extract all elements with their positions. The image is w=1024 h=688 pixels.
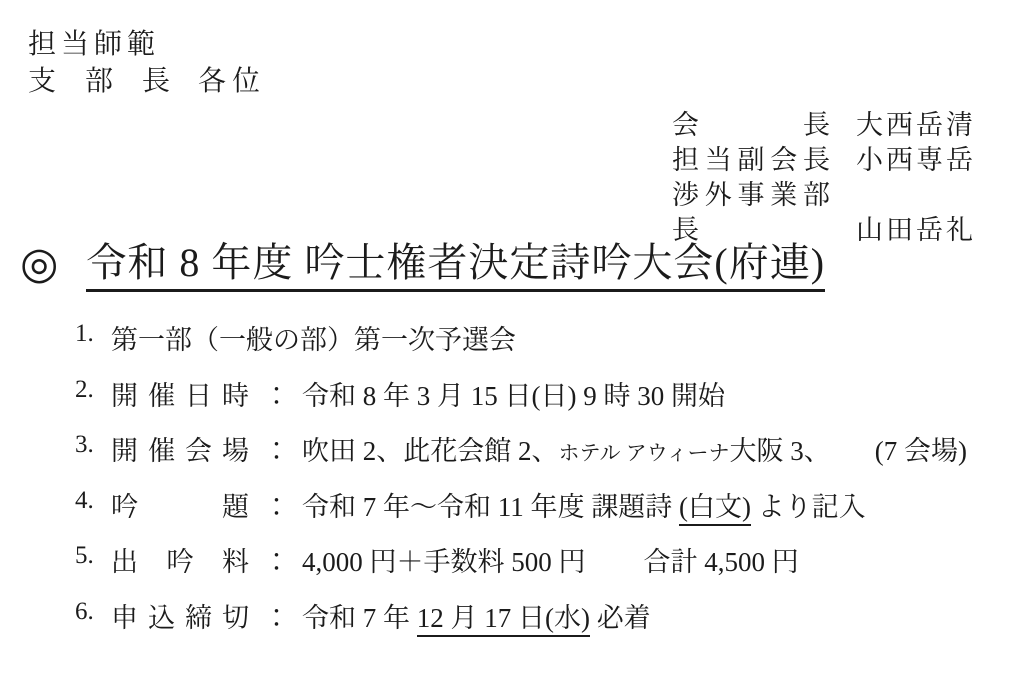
item-label: 開催日時: [111, 380, 249, 411]
recipient-role: 支部長: [28, 66, 170, 97]
item-text: より記入: [750, 491, 866, 522]
underlined-text: (白文): [679, 492, 751, 526]
item-text: 必着: [589, 602, 651, 633]
signatory-row: [672, 143, 976, 178]
item-text: 第一部（一般の部）第一次予選会: [111, 325, 516, 355]
item-label: 申込締切: [111, 602, 249, 633]
item-label: 吟題: [111, 491, 249, 522]
item-number: 3.: [75, 431, 94, 458]
item-number: 6.: [75, 597, 94, 625]
item-colon: ：: [263, 380, 290, 411]
item-colon: ：: [263, 491, 290, 522]
underlined-deadline: 12 月 17 日(水): [417, 603, 590, 637]
item-number: 1.: [75, 320, 94, 347]
item-content: [111, 374, 725, 413]
venue-hotel-name: ホテル アウィーナ: [558, 441, 730, 465]
item-text: 令和 7 年～令和 11 年度 課題詩: [302, 491, 679, 522]
venue-count-note: (7 会場): [874, 436, 967, 466]
item-content: [111, 429, 967, 468]
recipient-block: [28, 26, 266, 100]
signatory-name: 大西岳清: [856, 110, 976, 140]
signatory-role: 担当副会長: [672, 145, 830, 175]
signatory-row: [672, 108, 976, 143]
document-title: 令和 8 年度 吟士権者決定詩吟大会(府連): [86, 240, 825, 292]
signatory-name: 山田岳礼: [856, 215, 976, 245]
signatory-role: 会長: [672, 110, 830, 140]
items-list: [75, 318, 967, 651]
list-item: [75, 429, 967, 485]
item-colon: ：: [263, 547, 290, 577]
double-circle-bullet: ◎: [20, 239, 59, 288]
venues-text: 吹田 2、此花会館 2、: [302, 436, 559, 466]
item-number: 2.: [75, 375, 94, 403]
item-number: 4.: [75, 486, 94, 514]
item-text: 令和 8 年 3 月 15 日(日) 9 時 30 開始: [302, 380, 725, 411]
item-colon: ：: [263, 436, 290, 466]
list-item: [75, 540, 967, 596]
list-item: [75, 374, 967, 430]
list-item: [75, 318, 967, 374]
venues-text: 大阪 3、: [729, 436, 831, 466]
recipient-honorific: 各位: [198, 66, 267, 97]
recipient-line-1: 担当師範: [28, 29, 161, 60]
signatory-name: 小西専岳: [856, 145, 976, 175]
item-label: 出吟料: [111, 547, 249, 577]
item-content: [111, 596, 651, 635]
list-item: [75, 596, 967, 652]
item-number: 5.: [75, 542, 94, 569]
signatory-role: 渉外事業部長: [672, 180, 830, 245]
item-content: [111, 485, 866, 524]
fee-text: 4,000 円＋手数料 500 円: [302, 547, 586, 577]
list-item: [75, 485, 967, 541]
item-content: [111, 540, 799, 579]
fee-total: 合計 4,500 円: [643, 547, 799, 577]
item-label: 開催会場: [111, 436, 249, 466]
item-text: 令和 7 年: [302, 602, 417, 633]
document-title-row: [20, 231, 825, 289]
recipient-line-2: [28, 63, 266, 100]
item-colon: ：: [263, 602, 290, 633]
signatory-block: [672, 108, 976, 248]
